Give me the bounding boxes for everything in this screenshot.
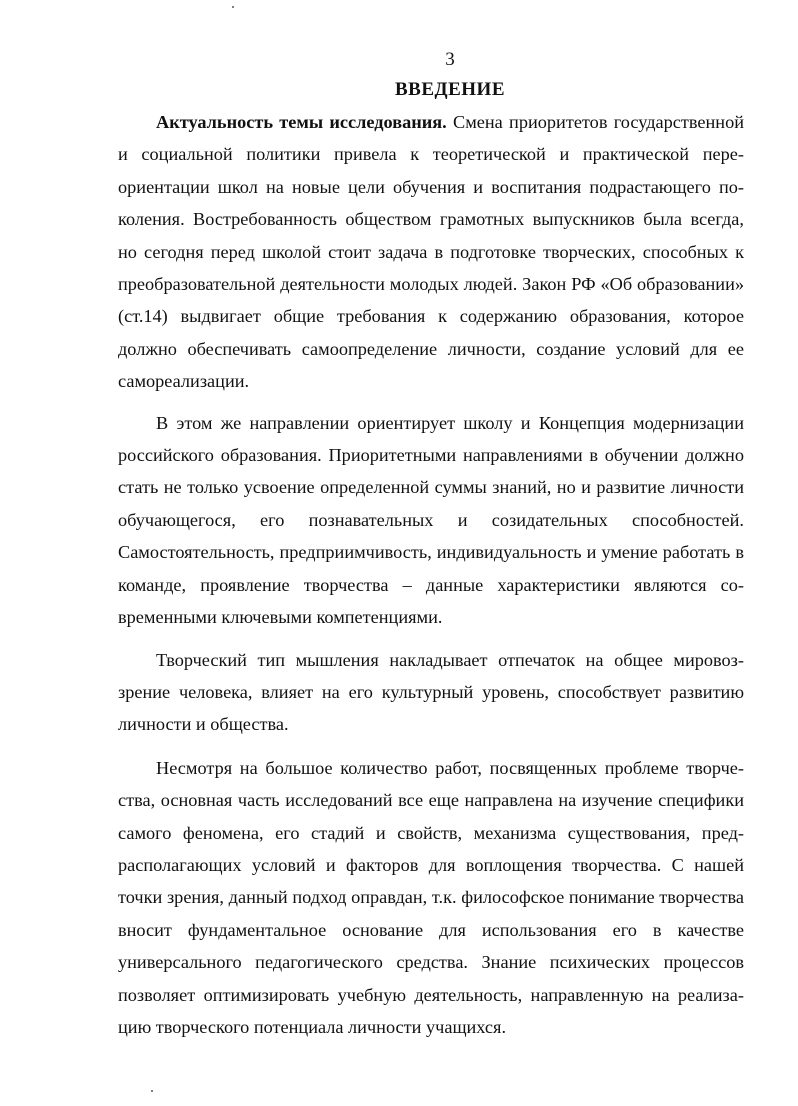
paragraph-research: Несмотря на большое количество работ, посвященных проблеме творчества, основная часть исследований все еще направлена на изучение специфики самого феномена, его стадий и свойств, механизма существования, предрасполагающих условий и факторов для воплощения творчества. С нашей точки зрения, данный подход оправдан, т.к. философское понимание творчества вносит фундаментальное основание для использования его в качестве универсального педагогического средства. Знание психических процессов позволяет оптимизировать учебную деятельность, направленную на реализацию творческого потенциала личности учащихся. [118,757,744,1037]
body-text [118,106,744,1043]
section-heading: ВВЕДЕНИЕ [395,79,505,100]
paragraph-lead: Актуальность темы исследования. [156,112,447,132]
paragraph-relevance [118,106,744,398]
page-number: 3 [445,49,455,70]
paragraph-text: Смена приоритетов государственной и социальной политики привела к теоретической и практической переориентации школ на новые цели обучения и воспитания подрастающего поколения. Востребованность обществом грамотных выпускников была всегда, но сегодня перед школой стоит задача в подготовке творческих, способных к преобразовательной деятельности молодых людей. Закон РФ «Об образовании» (ст.14) выдвигает общие требования к содержанию образования, которое должно обеспечивать самоопределение личности, создание условий для ее самореализации. [118,112,745,392]
paragraph-creative-thinking: Творческий тип мышления накладывает отпечаток на общее мировоззрение человека, влияет на его культурный уровень, способствует развитию личности и общества. [118,649,744,735]
paragraph-modernization: В этом же направлении ориентирует школу и Концепция модернизации российского образования. Приоритетными направлениями в обучении должно стать не только усвоение определенной суммы знаний, но и развитие личности обучающегося, его познавательных и созидательных способностей. Самостоятельность, предприимчивость, индивидуальность и умение работать в команде, проявление творчества – данные характеристики являются современными ключевыми компетенциями. [118,412,744,628]
scan-speck [232,6,234,8]
scan-speck [151,1090,153,1092]
